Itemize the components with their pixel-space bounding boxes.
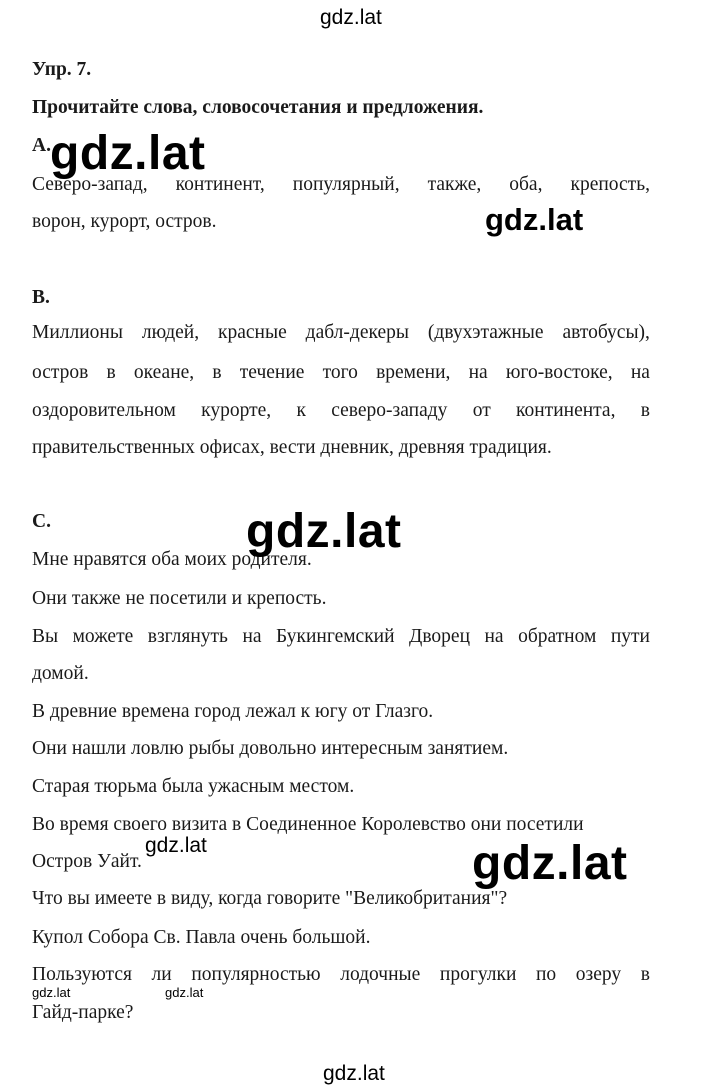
word: Дворец	[409, 626, 471, 647]
watermark-small-mid: gdz.lat	[145, 834, 207, 857]
word: на	[484, 626, 504, 647]
word: океане,	[133, 362, 195, 383]
section-a-label: А.	[32, 135, 51, 156]
word: прогулки	[439, 964, 517, 985]
sentence-9: Купол Собора Св. Павла очень большой.	[32, 927, 371, 948]
watermark-a-right: gdz.lat	[485, 202, 584, 237]
word: континента,	[516, 400, 616, 421]
section-b-line-1	[32, 322, 650, 344]
section-b-line-4: правительственных офисах, вести дневник, древняя традиция.	[32, 437, 552, 458]
word: на	[468, 362, 488, 383]
watermark-bottom: gdz.lat	[323, 1062, 385, 1085]
watermark-tiny-2: gdz.lat	[165, 985, 204, 1000]
word: на	[242, 626, 262, 647]
word: юго-востоке,	[505, 362, 613, 383]
word: в	[106, 362, 116, 383]
word: пути	[610, 626, 650, 647]
word: оба,	[509, 174, 543, 195]
word: также,	[427, 174, 482, 195]
sentence-6: Старая тюрьма была ужасным местом.	[32, 776, 355, 797]
sentence-3-line-1	[32, 626, 650, 648]
word: Миллионы	[32, 322, 123, 343]
sentence-10-line-2: Гайд-парке?	[32, 1002, 134, 1023]
word: Пользуются	[32, 964, 132, 985]
watermark-c-big: gdz.lat	[246, 505, 402, 558]
sentence-3-line-2: домой.	[32, 663, 89, 684]
word: времени,	[376, 362, 451, 383]
section-b-label: В.	[32, 287, 50, 308]
exercise-instruction: Прочитайте слова, словосочетания и предложения.	[32, 97, 484, 118]
word: на	[630, 362, 650, 383]
word: популярностью	[191, 964, 321, 985]
exercise-number: Упр. 7.	[32, 59, 92, 80]
word: можете	[72, 626, 134, 647]
word: автобусы),	[562, 322, 650, 343]
word: крепость,	[570, 174, 650, 195]
watermark-tiny-1: gdz.lat	[32, 985, 71, 1000]
word: Вы	[32, 626, 59, 647]
word: ли	[151, 964, 172, 985]
watermark-a-big: gdz.lat	[50, 127, 206, 180]
word: течение	[239, 362, 305, 383]
word: северо-западу	[331, 400, 448, 421]
word: Букингемский	[276, 626, 395, 647]
word: того	[322, 362, 358, 383]
sentence-1: Мне нравятся оба моих родителя.	[32, 549, 312, 570]
word: в	[640, 400, 650, 421]
word: оздоровительном	[32, 400, 176, 421]
word: (двухэтажные	[427, 322, 544, 343]
watermark-top: gdz.lat	[320, 6, 382, 29]
word: от	[472, 400, 491, 421]
section-a-line-2: ворон, курорт, остров.	[32, 211, 217, 232]
word: курорте,	[201, 400, 272, 421]
word: лодочные	[340, 964, 421, 985]
sentence-10-line-1	[32, 964, 650, 986]
sentence-4: В древние времена город лежал к югу от Глазго.	[32, 701, 434, 722]
sentence-7-line-2: Остров Уайт.	[32, 851, 142, 872]
word: остров	[32, 362, 89, 383]
word: континент,	[175, 174, 265, 195]
word: красные	[218, 322, 287, 343]
word: дабл-декеры	[305, 322, 409, 343]
sentence-7-line-1: Во время своего визита в Соединенное Королевство они посетили	[32, 814, 584, 835]
word: по	[536, 964, 557, 985]
section-b-line-3	[32, 400, 650, 422]
word: озеру	[575, 964, 622, 985]
sentence-5: Они нашли ловлю рыбы довольно интересным занятием.	[32, 738, 509, 759]
sentence-2: Они также не посетили и крепость.	[32, 588, 327, 609]
sentence-8: Что вы имеете в виду, когда говорите "Великобритания"?	[32, 888, 508, 909]
word: обратном	[518, 626, 597, 647]
section-c-label: С.	[32, 511, 51, 532]
word: людей,	[141, 322, 200, 343]
word: взглянуть	[147, 626, 228, 647]
word: в	[640, 964, 650, 985]
word: популярный,	[292, 174, 400, 195]
watermark-right-big: gdz.lat	[472, 837, 628, 890]
word: Северо-запад,	[32, 174, 148, 195]
section-b-line-2	[32, 362, 650, 384]
word: в	[212, 362, 222, 383]
word: к	[296, 400, 306, 421]
